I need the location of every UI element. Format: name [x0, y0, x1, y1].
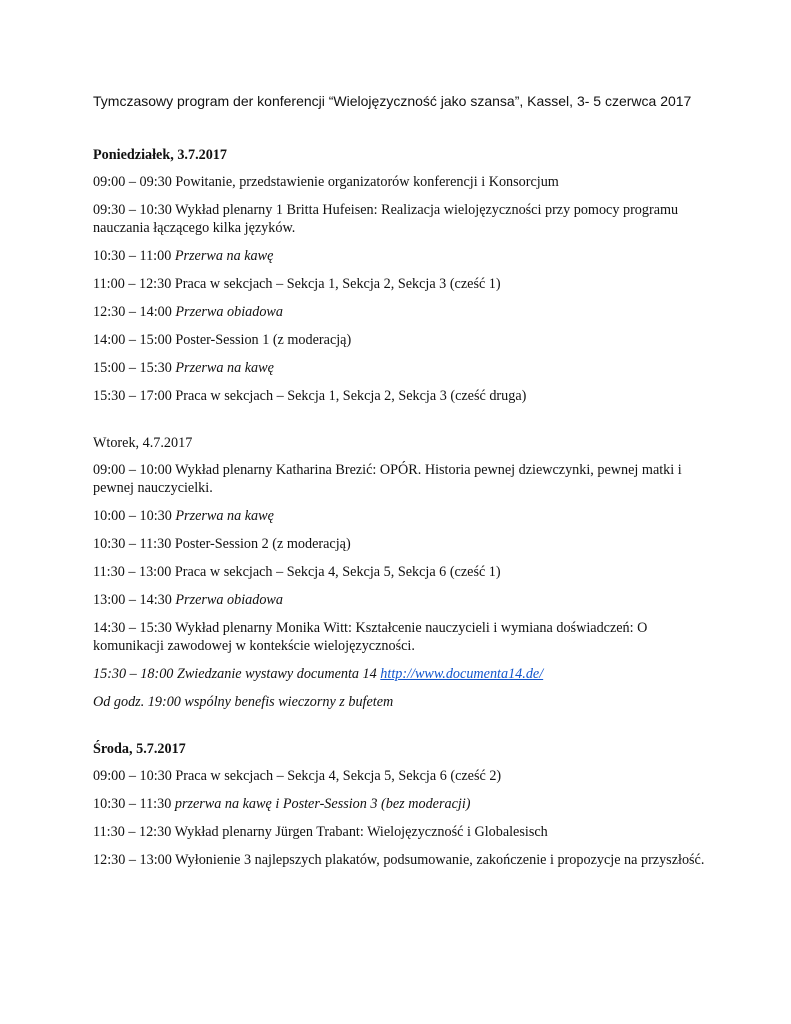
entry-text: Zwiedzanie wystawy documenta 14 — [176, 666, 377, 682]
entry-time: 14:00 – 15:00 — [93, 332, 172, 348]
entry-text: Powitanie, przedstawienie organizatorów konferencji i Konsorcjum — [175, 174, 559, 190]
entry-text: Od godz. 19:00 wspólny benefis wieczorny z bufetem — [93, 694, 394, 710]
entry-text: Wykład plenarny Monika Witt: Kształcenie nauczycieli i wymiana doświadczeń: O komunikacji zawodowej w kontekście wielojęzyczności. — [93, 620, 648, 654]
schedule-entry — [93, 303, 713, 321]
entry-text: Wykład plenarny Jürgen Trabant: Wielojęzyczność i Globalesisch — [174, 824, 548, 840]
entry-time: 15:00 – 15:30 — [93, 360, 172, 376]
entry-time: 10:30 – 11:30 — [93, 536, 172, 552]
day-heading: Wtorek, 4.7.2017 — [93, 435, 193, 451]
entry-time: 11:30 – 12:30 — [93, 824, 172, 840]
day-section — [93, 146, 713, 405]
schedule-entry — [93, 767, 713, 785]
entry-text: przerwa na kawę i Poster-Session 3 (bez moderacji) — [174, 796, 471, 812]
schedule-entry — [93, 665, 713, 683]
entry-time: 09:00 – 10:30 — [93, 768, 172, 784]
schedule-entry — [93, 331, 713, 349]
entry-time: 12:30 – 14:00 — [93, 304, 172, 320]
document-title: Tymczasowy program der konferencji “Wielojęzyczność jako szansa”, Kassel, 3- 5 czerwca 2017 — [93, 93, 692, 109]
schedule-entry — [93, 563, 713, 581]
entry-text: Przerwa na kawę — [175, 508, 274, 524]
entry-text: Przerwa na kawę — [175, 360, 274, 376]
entry-time: 10:00 – 10:30 — [93, 508, 172, 524]
entry-text: Praca w sekcjach – Sekcja 4, Sekcja 5, Sekcja 6 (cześć 1) — [174, 564, 501, 580]
entry-time: 10:30 – 11:00 — [93, 248, 172, 264]
entry-text: Przerwa obiadowa — [175, 304, 283, 320]
schedule-entry — [93, 619, 713, 655]
schedule-entry — [93, 247, 713, 265]
entry-text: Praca w sekcjach – Sekcja 1, Sekcja 2, Sekcja 3 (cześć druga) — [175, 388, 527, 404]
entry-time: 15:30 – 18:00 — [93, 666, 174, 682]
entry-time: 11:30 – 13:00 — [93, 564, 172, 580]
entry-time: 10:30 – 11:30 — [93, 796, 172, 812]
entry-text: Przerwa obiadowa — [175, 592, 283, 608]
schedule-entry — [93, 823, 713, 841]
entry-text: Poster-Session 2 (z moderacją) — [174, 536, 351, 552]
entry-time: 14:30 – 15:30 — [93, 620, 172, 636]
day-section — [93, 434, 713, 711]
schedule-entry — [93, 201, 713, 237]
day-section — [93, 740, 713, 869]
entry-text: Poster-Session 1 (z moderacją) — [175, 332, 352, 348]
entry-time: 11:00 – 12:30 — [93, 276, 172, 292]
schedule-entry — [93, 359, 713, 377]
entry-time: 12:30 – 13:00 — [93, 852, 172, 868]
day-heading: Środa, 5.7.2017 — [93, 741, 186, 757]
schedule-entry — [93, 591, 713, 609]
entry-text: Praca w sekcjach – Sekcja 1, Sekcja 2, Sekcja 3 (cześć 1) — [174, 276, 501, 292]
entry-text: Praca w sekcjach – Sekcja 4, Sekcja 5, Sekcja 6 (cześć 2) — [175, 768, 502, 784]
entry-text: Przerwa na kawę — [174, 248, 274, 264]
entry-text: Wykład plenarny 1 Britta Hufeisen: Realizacja wielojęzyczności przy pomocy programu nauczania łączącego kilka języków. — [93, 202, 679, 236]
entry-text: Wykład plenarny Katharina Brezić: OPÓR. Historia pewnej dziewczynki, pewnej matki i pewnej nauczycielki. — [93, 462, 682, 496]
entry-time: 15:30 – 17:00 — [93, 388, 172, 404]
schedule-entry — [93, 851, 713, 869]
schedule-entry — [93, 461, 713, 497]
documenta-link[interactable]: http://www.documenta14.de/ — [380, 666, 544, 682]
schedule-entry — [93, 693, 713, 711]
schedule — [93, 146, 713, 869]
schedule-entry — [93, 795, 713, 813]
schedule-entry — [93, 507, 713, 525]
entry-time: 09:00 – 09:30 — [93, 174, 172, 190]
entry-time: 09:00 – 10:00 — [93, 462, 172, 478]
entry-text: Wyłonienie 3 najlepszych plakatów, podsumowanie, zakończenie i propozycje na przyszłość. — [175, 852, 705, 868]
schedule-entry — [93, 387, 713, 405]
schedule-entry — [93, 173, 713, 191]
entry-time: 13:00 – 14:30 — [93, 592, 172, 608]
entry-time: 09:30 – 10:30 — [93, 202, 172, 218]
day-heading: Poniedziałek, 3.7.2017 — [93, 147, 227, 163]
schedule-entry — [93, 535, 713, 553]
document-page — [93, 92, 713, 898]
schedule-entry — [93, 275, 713, 293]
